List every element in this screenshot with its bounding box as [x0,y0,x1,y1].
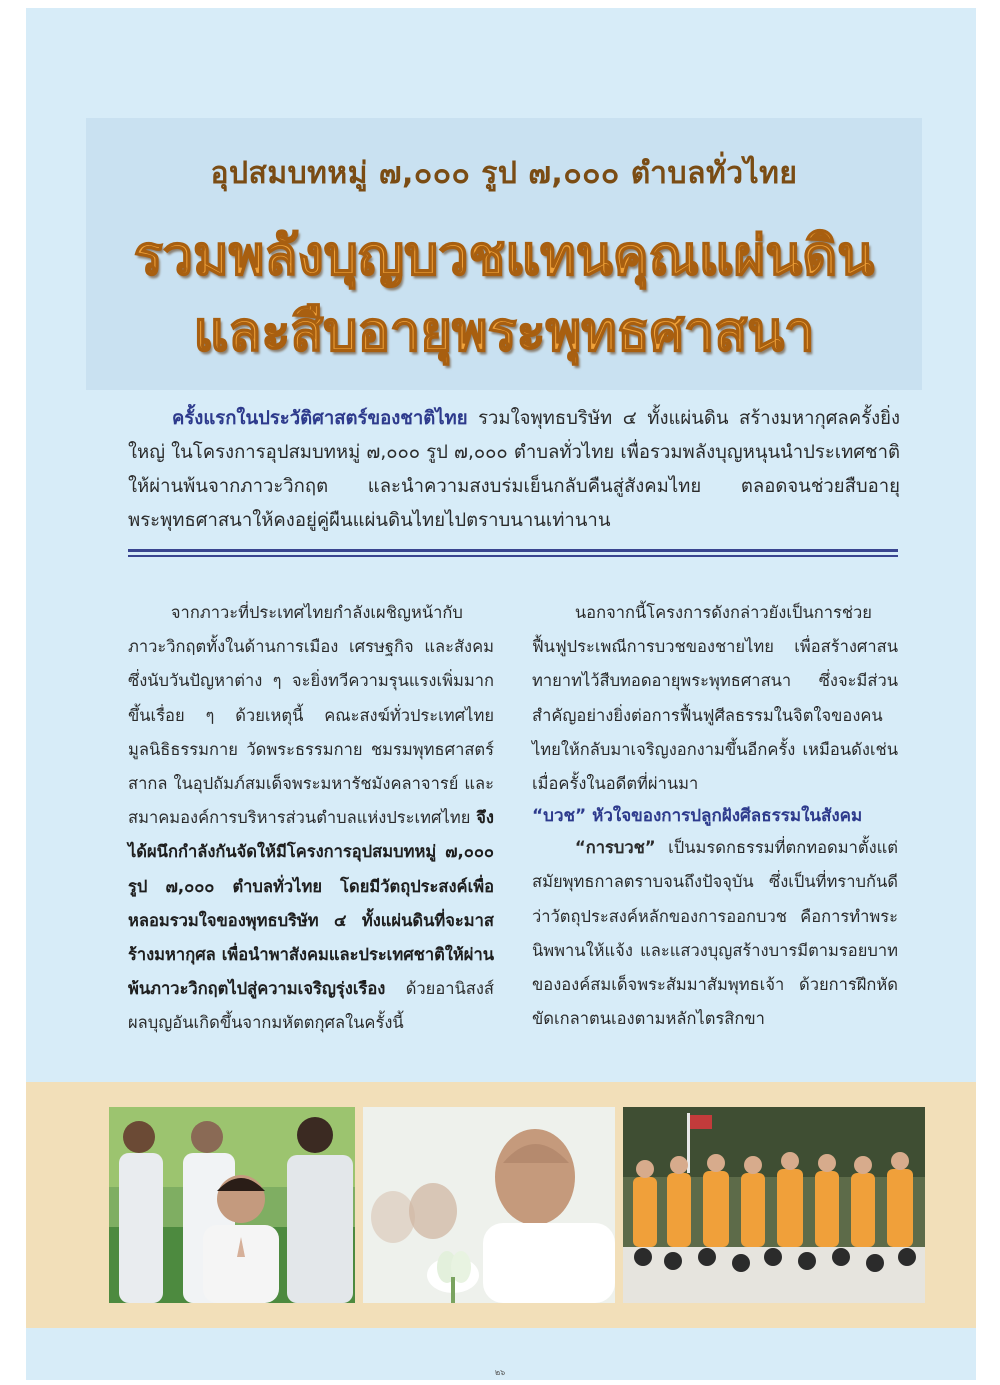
photo-family-blessing-image [109,1107,355,1303]
photo-novice-lotus-image [363,1107,615,1303]
divider-rule [128,549,898,552]
section-subhead: “บวช” หัวใจของการปลูกฝังศีลธรรมในสังคม [532,806,863,827]
headline-line-2: และสืบอายุพระพุทธศาสนา [193,300,815,363]
quoted-term: “การบวช” [574,838,656,858]
intro-paragraph [128,402,900,538]
photo-monk-procession-image [623,1107,925,1303]
right-paragraph-1: นอกจากนี้โครงการดังกล่าวยังเป็นการช่วยฟื้นฟูประเพณีการบวชของชายไทย เพื่อสร้างศาสนทายาทไว้สืบทอดอายุพระพุทธศาสนา ซึ่งจะมีส่วนสำคัญอย่างยิ่งต่อการฟื้นฟูศีลธรรมในจิตใจของคนไทยให้กลับมาเจริญงอกงามขึ้นอีกครั้ง เหมือนดังเช่นเมื่อครั้งในอดีตที่ผ่านมา [532,603,898,794]
right-paragraph-2 [532,831,898,1036]
photo-novice-lotus [363,1107,615,1303]
left-bold-text: จึงได้ผนึกกำลังกันจัดให้มีโครงการอุปสมบทหมู่ ๗,๐๐๐ รูป ๗,๐๐๐ ตำบลทั่วไทย โดยมีวัตถุประสงค์เพื่อหลอมรวมใจของพุทธบริษัท ๔ ทั้งแผ่นดินที่จะมาสร้างมหากุศล เพื่อนำพาสังคมและประเทศชาติให้ผ่านพ้นภาวะวิกฤตไปสู่ความเจริญรุ่งเรือง [128,808,494,999]
intro-body: รวมใจพุทธบริษัท ๔ ทั้งแผ่นดิน สร้างมหากุศลครั้งยิ่งใหญ่ ในโครงการอุปสมบทหมู่ ๗,๐๐๐ รูป ๗,๐๐๐ ตำบลทั่วไทย เพื่อรวมพลังบุญหนุนนำประเทศชาติให้ผ่านพ้นจากภาวะวิกฤต และนำความสงบร่มเย็นกลับคืนสู่สังคมไทย ตลอดจนช่วยสืบอายุพระพุทธศาสนาให้คงอยู่คู่ผืนแผ่นดินไทยไปตราบนานเท่านาน [128,408,900,531]
photo-monk-procession [623,1107,925,1303]
left-paragraph [128,596,494,1041]
left-tail-text: ด้วยอานิสงส์ผลบุญอันเกิดขึ้นจากมหัตตกุศลในครั้งนี้ [128,979,494,1033]
right-paragraph-2-text: เป็นมรดกธรรมที่ตกทอดมาตั้งแต่สมัยพุทธกาลตราบจนถึงปัจจุบัน ซึ่งเป็นที่ทราบกันดีว่าวัตถุประสงค์หลักของการออกบวช คือการทำพระนิพพานให้แจ้ง และแสวงบุญสร้างบารมีตามรอยบาทขององค์สมเด็จพระสัมมาสัมพุทธเจ้า ด้วยการฝึกหัดขัดเกลาตนเองตามหลักไตรสิกขา [532,838,898,1029]
kicker-title: อุปสมบทหมู่ ๗,๐๐๐ รูป ๗,๐๐๐ ตำบลทั่วไทย [210,156,798,191]
intro-lead: ครั้งแรกในประวัติศาสตร์ของชาติไทย [172,408,468,429]
page-number: ๒๖ [494,1368,506,1377]
left-column [128,596,494,1041]
headline-line-1: รวมพลังบุญบวชแทนคุณแผ่นดิน [133,224,875,287]
right-column [532,596,898,1036]
divider-rule-thin [128,555,898,557]
left-plain-text: จากภาวะที่ประเทศไทยกำลังเผชิญหน้ากับภาวะวิกฤตทั้งในด้านการเมือง เศรษฐกิจ และสังคม ซึ่งนับวันปัญหาต่าง ๆ จะยิ่งทวีความรุนแรงเพิ่มมากขึ้นเรื่อย ๆ ด้วยเหตุนี้ คณะสงฆ์ทั่วประเทศไทย มูลนิธิธรรมกาย วัดพระธรรมกาย ชมรมพุทธศาสตร์สากล ในอุปถัมภ์สมเด็จพระมหารัชมังคลาจารย์ และสมาคมองค์การบริหารส่วนตำบลแห่งประเทศไทย [128,603,494,828]
photo-family-blessing [109,1107,355,1303]
